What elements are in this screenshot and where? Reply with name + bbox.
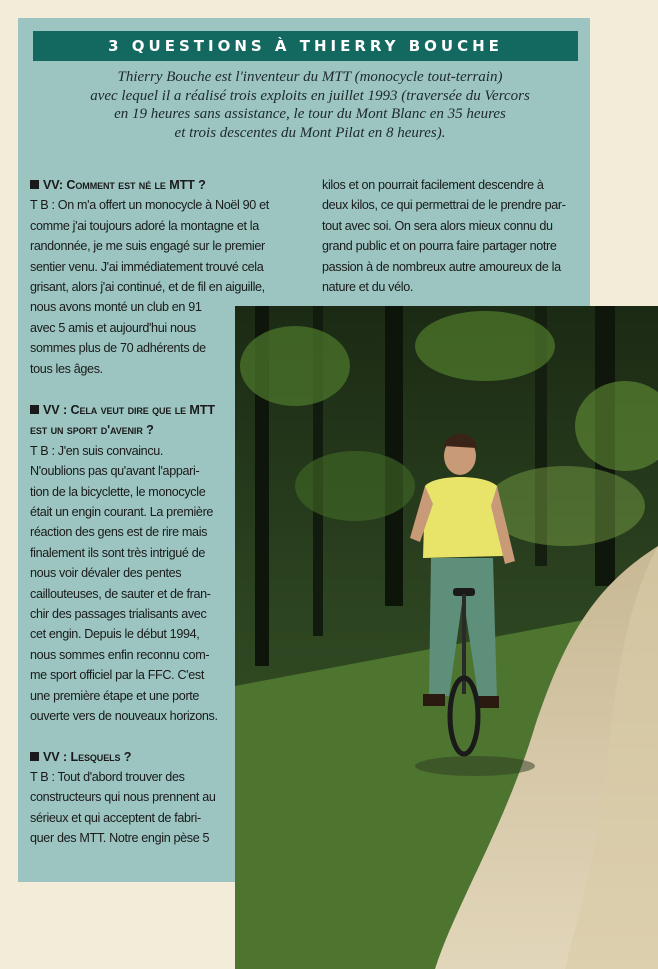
question-2-cont: est un sport d'avenir ? bbox=[30, 423, 154, 438]
bullet-square-icon bbox=[30, 752, 39, 761]
answer-3-line: T B : Tout d'abord trouver des bbox=[30, 769, 185, 784]
answer-2-line: tion de la bicyclette, le monocycle bbox=[30, 484, 206, 499]
answer-2-line: nous sommes enfin reconnu com- bbox=[30, 647, 210, 662]
answer-2-line: nous voir dévaler des pentes bbox=[30, 566, 182, 581]
unicycle-photo bbox=[235, 306, 658, 969]
answer-1-line: T B : On m'a offert un monocycle à Noël 90 et bbox=[30, 198, 269, 213]
answer-2-line: cet engin. Depuis le début 1994, bbox=[30, 627, 200, 642]
answer-1-line: grisant, alors j'ai continué, et de fil en aiguille, bbox=[30, 280, 265, 295]
answer-2-line: était un engin courant. La première bbox=[30, 505, 214, 520]
intro-line: et trois descentes du Mont Pilat en 8 heures). bbox=[174, 124, 446, 141]
question-2: VV : Cela veut dire que le MTT bbox=[30, 400, 230, 420]
intro-line: avec lequel il a réalisé trois exploits en juillet 1993 (traversée du Vercors bbox=[90, 87, 530, 104]
intro-line: en 19 heures sans assistance, le tour du Mont Blanc en 35 heures bbox=[114, 106, 506, 122]
column-left-bottom bbox=[30, 400, 230, 849]
answer-3-cont-line: tout avec soi. On sera alors mieux connu du bbox=[322, 218, 553, 233]
answer-3-cont-line: deux kilos, ce qui permettrai de le prendre par- bbox=[322, 198, 566, 213]
answer-2-line: me sport officiel par la FFC. C'est bbox=[30, 668, 204, 683]
answer-3-cont-line: kilos et on pourrait facilement descendre à bbox=[322, 178, 544, 192]
answer-3-line: sérieux et qui acceptent de fabri- bbox=[30, 810, 201, 825]
answer-1-line: tous les âges. bbox=[30, 361, 103, 376]
answer-3-cont-line: nature et du vélo. bbox=[322, 280, 414, 295]
question-3: VV : Lesquels ? bbox=[30, 747, 230, 767]
answer-2-line: une première étape et une porte bbox=[30, 688, 200, 703]
answer-1-line: sommes plus de 70 adhérents de bbox=[30, 341, 206, 356]
answer-2-line: caillouteuses, de sauter et de fran- bbox=[30, 586, 211, 601]
column-left-top bbox=[30, 175, 269, 379]
intro-line: Thierry Bouche est l'inventeur du MTT (monocycle tout-terrain) bbox=[117, 69, 503, 85]
answer-3-line: constructeurs qui nous prennent au bbox=[30, 790, 216, 805]
bullet-square-icon bbox=[30, 405, 39, 414]
answer-2-line: finalement ils sont très intrigué de bbox=[30, 545, 206, 560]
answer-1-line: comme j'ai toujours adoré la montagne et la bbox=[30, 218, 259, 233]
article-title-banner bbox=[33, 31, 578, 61]
article-title: 3 QUESTIONS À THIERRY BOUCHE bbox=[108, 37, 503, 55]
answer-3-cont-line: grand public et on pourra faire partager notre bbox=[322, 239, 557, 254]
answer-2-line: chir des passages trialisants avec bbox=[30, 607, 207, 622]
answer-2-line: réaction des gens est de rire mais bbox=[30, 525, 208, 540]
answer-1-line: avec 5 amis et aujourd'hui nous bbox=[30, 320, 196, 335]
answer-1-line: nous avons monté un club en 91 bbox=[30, 300, 202, 315]
bullet-square-icon bbox=[30, 180, 39, 189]
article-intro bbox=[40, 68, 580, 142]
answer-3-cont-line: passion à de nombreux autre amoureux de la bbox=[322, 259, 561, 274]
answer-2-line: T B : J'en suis convaincu. bbox=[30, 443, 164, 458]
answer-2-line: ouverte vers de nouveaux horizons. bbox=[30, 709, 218, 724]
question-1: VV: Comment est né le MTT ? bbox=[30, 175, 230, 195]
answer-1-line: randonnée, je me suis engagé sur le premier bbox=[30, 239, 265, 254]
answer-2-line: N'oublions pas qu'avant l'appari- bbox=[30, 464, 200, 479]
column-right bbox=[322, 175, 584, 297]
answer-3-line: quer des MTT. Notre engin pèse 5 bbox=[30, 831, 210, 846]
answer-1-line: sentier venu. J'ai immédiatement trouvé cela bbox=[30, 259, 264, 274]
